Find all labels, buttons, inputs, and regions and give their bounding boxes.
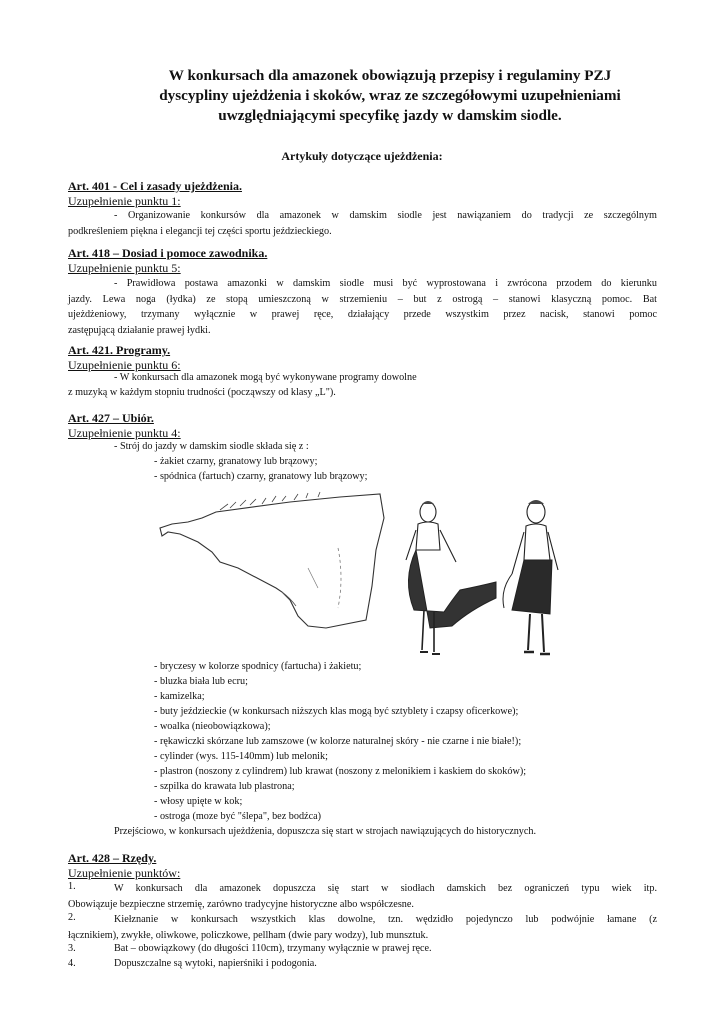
art427-item-5: - woalka (nieobowiązkowa); (154, 721, 271, 732)
art427-item-11: - ostroga (moze być "ślepa", bez bodźca) (154, 811, 321, 822)
art427-item-8: - plastron (noszony z cylindrem) lub krawat (noszony z melonikiem i kaskiem do skoków); (154, 766, 527, 777)
skirt-pattern-illustration (158, 488, 388, 638)
art418-line-4: zastępującą działanie prawej łydki. (68, 324, 211, 336)
art427-item-2: - bluzka biała lub ecru; (154, 676, 248, 687)
art421-line-2: z muzyką w każdym stopniu trudności (począwszy od klasy „L"). (68, 387, 336, 398)
art418-paragraph (68, 276, 657, 338)
art427-sub: Uzupełnienie punktu 4: (68, 426, 181, 440)
art427-item-jacket: - żakiet czarny, granatowy lub brązowy; (154, 456, 318, 467)
pattern-fold-line (338, 548, 341, 608)
art427-item-9: - szpilka do krawata lub plastrona; (154, 781, 295, 792)
art427-item-6: - rękawiczki skórzane lub zamszowe (w kolorze naturalnej skóry - nie czarne i nie białe!); (154, 736, 522, 747)
art401-paragraph (68, 208, 657, 239)
art427-item-10: - włosy upięte w kok; (154, 796, 243, 807)
art427-intro: - Strój do jazdy w damskim siodle składa się z : (114, 441, 309, 452)
art401-line-2: podkreśleniem piękna i elegancji tej części sportu jeździeckiego. (68, 225, 332, 237)
title-line-1: W konkursach dla amazonek obowiązują przepisy i regulaminy PZJ (168, 67, 612, 84)
pattern-grain-line (308, 568, 318, 588)
women-in-riding-habit-illustration (400, 490, 575, 665)
art418-line-3: ujeżdżeniowy, trzymany wyłącznie w prawej ręce, działający przede wszystkim przez nacisk, stanowi pomoc (68, 309, 657, 321)
art428-heading: Art. 428 – Rzędy. (68, 851, 157, 865)
art427-note: Przejściowo, w konkursach ujeżdżenia, dopuszcza się start w strojach nawiązujących do historycznych. (114, 826, 537, 837)
art428-point-4-number: 4. (68, 958, 76, 969)
art427-heading: Art. 427 – Ubiór. (68, 411, 154, 425)
figure-right (503, 500, 558, 654)
title-line-3: uwzględniającymi specyfikę jazdy w damskim siodle. (218, 107, 562, 124)
document-title (90, 66, 690, 126)
art418-line-1: - Prawidłowa postawa amazonki w damskim siodle musi być wyprostowana i zwrócona przodem do kierunku (114, 278, 657, 289)
skirt-outline (160, 494, 384, 628)
art421-sub: Uzupełnienie punktu 6: (68, 358, 181, 372)
art428-point-2-number: 2. (68, 912, 76, 923)
art418-sub: Uzupełnienie punktu 5: (68, 261, 181, 275)
art428-point-1-number: 1. (68, 881, 76, 892)
art401-line-1: - Organizowanie konkursów dla amazonek w damskim siodle jest nawiązaniem do tradycji ze szczególnym (114, 210, 657, 221)
art428-sub: Uzupełnienie punktów: (68, 866, 181, 880)
art401-heading: Art. 401 - Cel i zasady ujeżdżenia. (68, 179, 242, 193)
art428-point-1 (68, 881, 657, 912)
art428-point-2-line-2: łącznikiem), zwykłe, oliwkowe, policzkowe, pellham (dwie pary wodzy), lub munsztuk. (68, 929, 429, 941)
art418-heading: Art. 418 – Dosiad i pomoce zawodnika. (68, 246, 268, 260)
art418-line-2: jazdy. Lewa noga (łydka) ze stopą umieszczoną w strzemieniu – but z ostrogą – stanowi klasyczną pomoc. Bat (68, 293, 657, 305)
art427-item-skirt: - spódnica (fartuch) czarny, granatowy lub brązowy; (154, 471, 368, 482)
art428-point-2-line-1: Kiełznanie w konkursach wszystkich klas dowolne, tzn. wędzidło pojedynczo lub podwójnie łamane (z (114, 914, 657, 925)
art428-point-4-line-1: Dopuszczalne są wytoki, napierśniki i podogonia. (114, 958, 317, 969)
art421-heading: Art. 421. Programy. (68, 343, 171, 357)
art401-sub: Uzupełnienie punktu 1: (68, 194, 181, 208)
figure-left (406, 501, 496, 654)
art428-point-2 (68, 912, 657, 943)
art428-point-1-line-1: W konkursach dla amazonek dopuszcza się start w siodłach damskich bez ograniczeń typu wiek itp. (114, 883, 657, 894)
art421-line-1: - W konkursach dla amazonek mogą być wykonywane programy dowolne (114, 372, 417, 383)
art428-point-3-line-1: Bat – obowiązkowy (do długości 110cm), trzymany wyłącznie w prawej ręce. (114, 943, 432, 954)
title-line-2: dyscypliny ujeżdżenia i skoków, wraz ze szczegółowymi uzupełnieniami (159, 87, 621, 104)
art428-point-1-line-2: Obowiązuje bezpieczne strzemię, zarówno tradycyjne historyczne albo współczesne. (68, 898, 414, 910)
section-subtitle: Artykuły dotyczące ujeżdżenia: (281, 149, 443, 163)
art427-item-7: - cylinder (wys. 115-140mm) lub melonik; (154, 751, 328, 762)
art427-item-1: - bryczesy w kolorze spodnicy (fartucha) i żakietu; (154, 661, 362, 672)
art428-point-3-number: 3. (68, 943, 76, 954)
art427-item-3: - kamizelka; (154, 691, 205, 702)
art427-item-4: - buty jeździeckie (w konkursach niższych klas mogą być sztyblety i czapsy oficerkowe); (154, 706, 519, 717)
